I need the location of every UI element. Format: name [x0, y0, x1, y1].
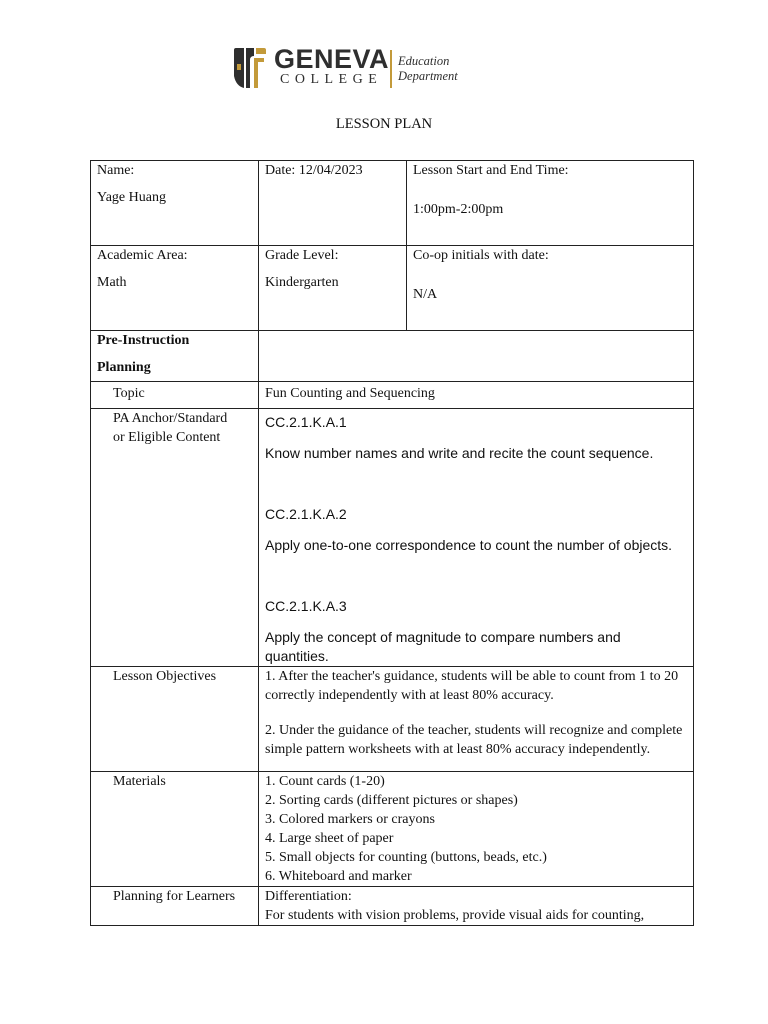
name-value: Yage Huang [97, 190, 166, 205]
preinstruction-line-2: Planning [97, 360, 151, 375]
date-label: Date: 12/04/2023 [265, 163, 363, 178]
time-cell [407, 161, 694, 246]
standard-item [265, 413, 687, 463]
area-label: Academic Area: [97, 248, 188, 263]
topic-row [91, 382, 694, 409]
standard-description: Apply one-to-one correspondence to count the number of objects. [265, 537, 673, 553]
learners-content-cell [259, 887, 694, 926]
standard-description: Know number names and write and recite the count sequence. [265, 445, 654, 461]
topic-label: Topic [91, 382, 259, 409]
materials-content-cell [259, 772, 694, 887]
standards-content-cell [259, 409, 694, 667]
material-item: 5. Small objects for counting (buttons, beads, etc.) [265, 850, 547, 865]
material-item: 3. Colored markers or crayons [265, 812, 435, 827]
lesson-plan-table [90, 160, 694, 926]
coop-label: Co-op initials with date: [413, 248, 549, 263]
dept-line-2: Department [398, 69, 458, 83]
standard-item [265, 597, 687, 666]
standards-label-line-1: PA Anchor/Standard [113, 411, 228, 426]
header-row-1 [91, 161, 694, 246]
material-item: 2. Sorting cards (different pictures or shapes) [265, 793, 518, 808]
objectives-row [91, 667, 694, 772]
college-crest-icon [230, 46, 268, 90]
grade-cell [259, 246, 407, 331]
standard-description: Apply the concept of magnitude to compare numbers and quantities. [265, 629, 621, 664]
material-item: 4. Large sheet of paper [265, 831, 394, 846]
preinstruction-line-1: Pre-Instruction [97, 333, 190, 348]
time-value: 1:00pm-2:00pm [413, 202, 504, 217]
preinstruction-row [91, 331, 694, 382]
name-label: Name: [97, 163, 135, 178]
logo-wordmark: GENEVA [274, 44, 390, 74]
material-item: 6. Whiteboard and marker [265, 869, 412, 884]
geneva-college-logo [230, 44, 480, 94]
coop-value: N/A [413, 287, 438, 302]
materials-label: Materials [91, 772, 259, 887]
time-label: Lesson Start and End Time: [413, 163, 569, 178]
standard-code: CC.2.1.K.A.3 [265, 598, 347, 614]
preinstruction-empty-cell [259, 331, 694, 382]
header-row-2 [91, 246, 694, 331]
standards-label-cell [91, 409, 259, 667]
standards-label-line-2: or Eligible Content [113, 430, 221, 445]
dept-line-1: Education [398, 54, 450, 68]
materials-row [91, 772, 694, 887]
objectives-label: Lesson Objectives [91, 667, 259, 772]
objective-item: 1. After the teacher's guidance, students will be able to count from 1 to 20 correctly independently with at least 80% accuracy. [265, 669, 679, 703]
name-cell [91, 161, 259, 246]
standard-item [265, 505, 687, 555]
standards-row [91, 409, 694, 667]
preinstruction-cell [91, 331, 259, 382]
learners-label: Planning for Learners [91, 887, 259, 926]
date-cell [259, 161, 407, 246]
area-cell [91, 246, 259, 331]
page-title: LESSON PLAN [335, 116, 433, 132]
grade-label: Grade Level: [265, 248, 339, 263]
objective-item: 2. Under the guidance of the teacher, students will recognize and complete simple pattern worksheets with at least 80% accuracy independently. [265, 723, 683, 757]
logo-college-text: COLLEGE [280, 72, 383, 87]
differentiation-text: For students with vision problems, provide visual aids for counting, [265, 908, 645, 923]
logo-department [398, 54, 458, 84]
differentiation-heading: Differentiation: [265, 889, 352, 904]
topic-value: Fun Counting and Sequencing [259, 382, 694, 409]
coop-cell [407, 246, 694, 331]
logo-divider [390, 50, 392, 88]
objectives-content-cell [259, 667, 694, 772]
learners-row [91, 887, 694, 926]
standard-code: CC.2.1.K.A.2 [265, 506, 347, 522]
grade-value: Kindergarten [265, 275, 339, 290]
area-value: Math [97, 275, 127, 290]
standard-code: CC.2.1.K.A.1 [265, 414, 347, 430]
material-item: 1. Count cards (1-20) [265, 774, 385, 789]
